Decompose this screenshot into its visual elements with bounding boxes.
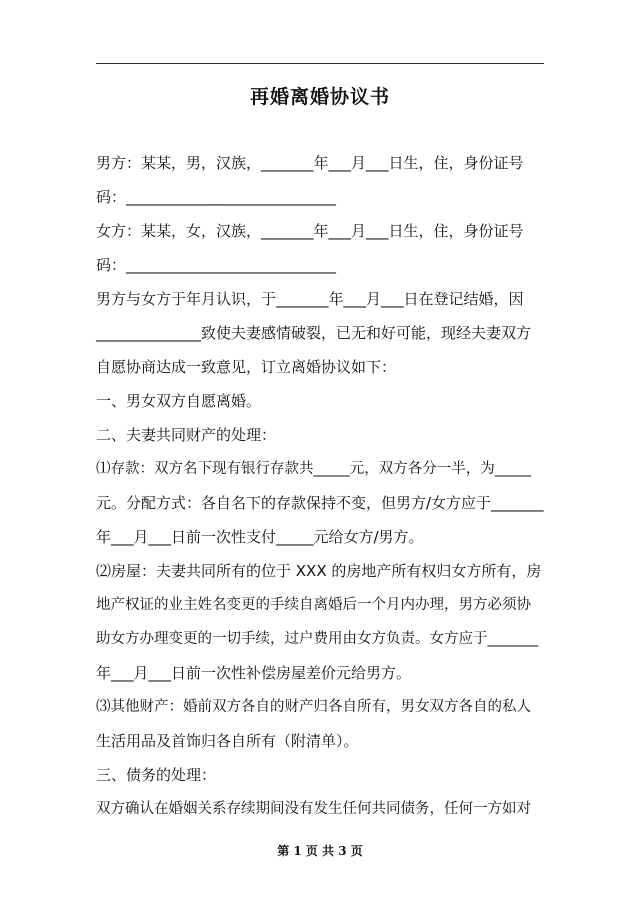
text-line: 女方：某某，女，汉族，_______年___月___日生，住，身份证号	[96, 222, 524, 240]
text-line: 一、男女双方自愿离婚。	[96, 392, 262, 410]
text-line: ⑴存款：双方名下现有银行存款共_____元，双方各分一半，为_____	[96, 461, 531, 477]
text-line: 男方：某某，男，汉族，_______年___月___日生，住，身份证号	[96, 154, 524, 172]
text-line: ______________致使夫妻感情破裂，已无和好可能，现经夫妻双方	[96, 324, 532, 342]
text-line: 男方与女方于年月认识，于_______年___月___日在登记结婚，因	[96, 290, 524, 308]
text-line: 地产权证的业主姓名变更的手续自离婚后一个月内办理，男方必须协	[96, 597, 531, 613]
text-line: 元。分配方式：各自名下的存款保持不变，但男方/女方应于_______	[96, 494, 544, 512]
text-line: 码：____________________________	[96, 256, 337, 274]
text-line: 二、夫妻共同财产的处理：	[96, 426, 277, 444]
document-title: 再婚离婚协议书	[249, 86, 390, 108]
text-line: 年___月___日前一次性支付_____元给女方/男方。	[96, 528, 424, 546]
text-line: ⑵房屋：夫妻共同所有的位于 XXX 的房地产所有权归女方所有，房	[96, 562, 542, 580]
text-line: 助女方办理变更的一切手续，过户费用由女方负责。女方应于_______	[96, 631, 539, 647]
header-rule	[96, 63, 544, 64]
text-line: ⑶其他财产：婚前双方各自的财产归各自所有，男女双方各自的私人	[96, 699, 531, 715]
text-line: 生活用品及首饰归各自所有（附清单）。	[96, 732, 359, 750]
text-line: 码：____________________________	[96, 188, 337, 206]
text-line: 双方确认在婚姻关系存续期间没有发生任何共同债务，任何一方如对	[96, 801, 531, 817]
text-line: 年___月___日前一次性补偿房屋差价元给男方。	[96, 664, 412, 682]
page-number-footer: 第 1 页 共 3 页	[277, 844, 363, 858]
text-line: 自愿协商达成一致意见，订立离婚协议如下：	[96, 358, 397, 376]
text-line: 三、债务的处理：	[96, 766, 217, 784]
